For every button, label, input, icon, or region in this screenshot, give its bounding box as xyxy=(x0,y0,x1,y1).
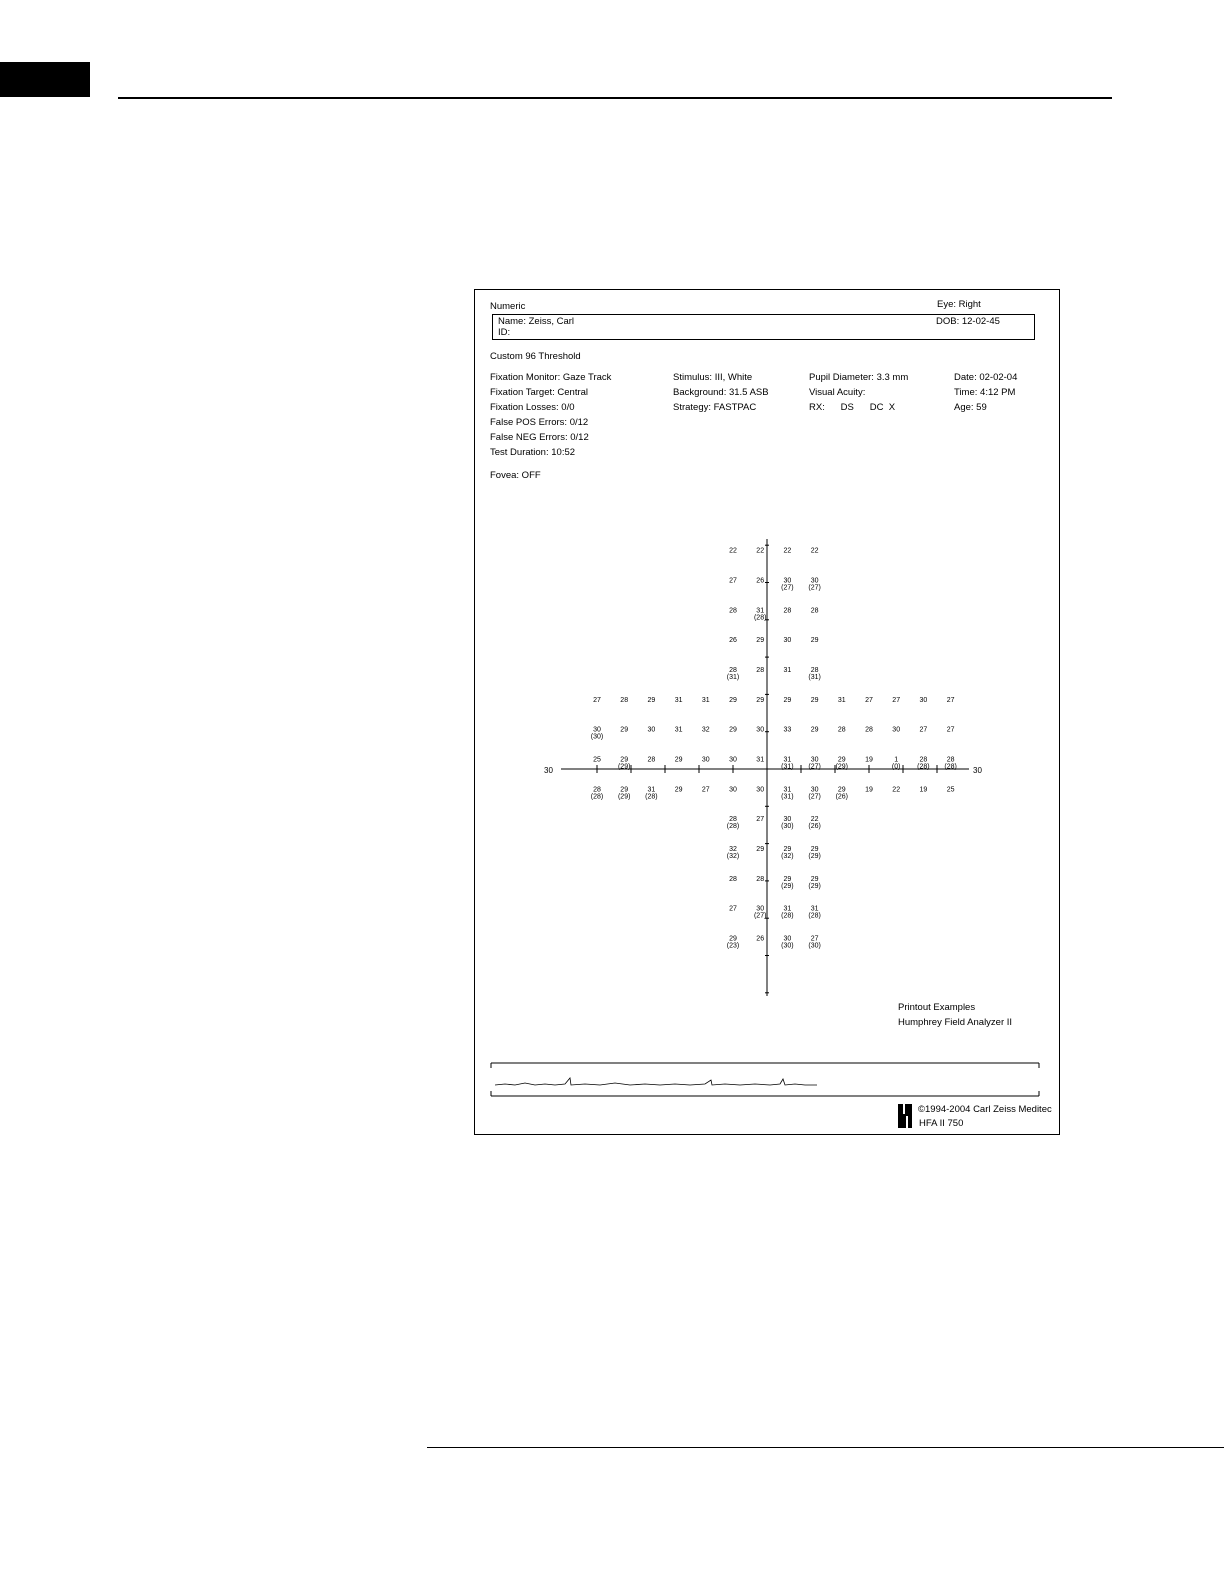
header-rule xyxy=(118,97,1112,99)
retest-value: (26) xyxy=(808,823,821,831)
threshold-value: 28 xyxy=(865,726,873,734)
threshold-value: 19 xyxy=(865,756,873,764)
retest-value: (30) xyxy=(590,733,604,741)
retest-value: (28) xyxy=(781,912,794,920)
retest-value: (28) xyxy=(944,763,957,771)
threshold-value: 28 xyxy=(810,607,819,615)
threshold-value: 28 xyxy=(783,607,792,615)
info-line: Visual Acuity: xyxy=(809,387,866,398)
threshold-value: 29 xyxy=(783,846,792,854)
threshold-value: 22 xyxy=(756,547,765,555)
info-line: Fixation Losses: 0/0 xyxy=(490,402,575,413)
threshold-value: 30 xyxy=(783,637,792,645)
threshold-values xyxy=(591,548,957,950)
threshold-value: 29 xyxy=(783,696,792,704)
threshold-value: 30 xyxy=(729,756,737,764)
retest-value: (28) xyxy=(590,793,604,801)
threshold-value: 29 xyxy=(810,696,819,704)
printout-title: Numeric xyxy=(490,301,526,312)
retest-value: (27) xyxy=(808,763,821,771)
threshold-value: 30 xyxy=(701,756,710,764)
info-line: Test Duration: 10:52 xyxy=(490,447,576,458)
info-line: Fixation Target: Central xyxy=(490,387,589,398)
threshold-value: 26 xyxy=(729,637,737,645)
retest-value: (28) xyxy=(917,763,930,771)
threshold-value: 26 xyxy=(756,577,765,585)
x-axis-left-label: 30 xyxy=(544,766,553,775)
retest-value: (31) xyxy=(726,674,740,682)
threshold-value: 30 xyxy=(756,905,765,913)
retest-value: (30) xyxy=(808,942,821,950)
threshold-value: 31 xyxy=(783,756,792,764)
threshold-value: 28 xyxy=(729,607,737,615)
retest-value: (29) xyxy=(835,763,849,771)
threshold-value: 31 xyxy=(783,786,792,794)
threshold-value: 29 xyxy=(729,935,737,943)
retest-value: (32) xyxy=(726,853,740,861)
threshold-value: 28 xyxy=(919,756,928,764)
threshold-value: 31 xyxy=(756,607,765,615)
threshold-value: 30 xyxy=(783,577,792,585)
threshold-value: 27 xyxy=(701,786,710,794)
threshold-value: 19 xyxy=(919,786,928,794)
threshold-value: 29 xyxy=(756,696,765,704)
info-line: Age: 59 xyxy=(954,402,987,413)
threshold-value: 29 xyxy=(810,846,819,854)
threshold-value: 29 xyxy=(620,756,629,764)
fovea-status: Fovea: OFF xyxy=(490,470,541,481)
threshold-value: 30 xyxy=(783,816,792,824)
threshold-value: 29 xyxy=(783,875,792,883)
threshold-value: 27 xyxy=(729,905,737,913)
threshold-value: 29 xyxy=(756,637,765,645)
retest-value: (29) xyxy=(808,882,821,890)
threshold-value: 32 xyxy=(701,726,710,734)
threshold-value: 27 xyxy=(892,696,901,704)
threshold-value: 28 xyxy=(729,667,737,675)
info-line: RX: DS DC X xyxy=(809,402,896,413)
retest-value: (28) xyxy=(645,793,658,801)
threshold-value: 29 xyxy=(674,786,683,794)
threshold-value: 29 xyxy=(647,696,656,704)
threshold-value: 27 xyxy=(946,696,955,704)
retest-value: (26) xyxy=(835,793,849,801)
threshold-value: 30 xyxy=(756,786,765,794)
threshold-value: 28 xyxy=(593,786,601,794)
info-line: Pupil Diameter: 3.3 mm xyxy=(809,372,909,383)
info-line: False POS Errors: 0/12 xyxy=(490,417,589,428)
footer-rule xyxy=(427,1447,1224,1448)
x-axis-right-label: 30 xyxy=(973,766,982,775)
threshold-value: 33 xyxy=(783,726,792,734)
copyright-text: ©1994-2004 Carl Zeiss Meditec xyxy=(918,1104,1052,1115)
threshold-value: 29 xyxy=(837,786,846,794)
zeiss-logo xyxy=(898,1104,912,1128)
threshold-value: 27 xyxy=(756,816,765,824)
threshold-value: 30 xyxy=(810,756,819,764)
threshold-value: 30 xyxy=(783,935,792,943)
threshold-value: 28 xyxy=(810,667,819,675)
threshold-value: 27 xyxy=(729,577,737,585)
info-line: Fixation Monitor: Gaze Track xyxy=(490,372,612,383)
threshold-value: 27 xyxy=(810,935,819,943)
threshold-value: 22 xyxy=(810,547,819,555)
threshold-value: 25 xyxy=(593,756,601,764)
threshold-value: 30 xyxy=(892,726,901,734)
threshold-value: 1 xyxy=(894,756,899,764)
gaze-track xyxy=(491,1063,1039,1096)
threshold-value: 30 xyxy=(729,786,737,794)
retest-value: (30) xyxy=(781,823,794,831)
threshold-value: 29 xyxy=(729,726,737,734)
retest-value: (0) xyxy=(891,763,901,771)
threshold-value: 29 xyxy=(729,696,737,704)
info-line: Stimulus: III, White xyxy=(673,372,753,383)
threshold-value: 31 xyxy=(647,786,656,794)
threshold-value: 28 xyxy=(946,756,955,764)
threshold-value: 31 xyxy=(810,905,819,913)
threshold-value: 31 xyxy=(674,726,683,734)
threshold-value: 31 xyxy=(783,667,792,675)
threshold-value: 31 xyxy=(674,696,683,704)
retest-value: (29) xyxy=(808,853,821,861)
threshold-value: 27 xyxy=(946,726,955,734)
threshold-value: 22 xyxy=(729,547,737,555)
chapter-tab xyxy=(0,62,90,97)
threshold-value: 22 xyxy=(892,786,901,794)
threshold-value: 29 xyxy=(756,846,765,854)
threshold-value: 28 xyxy=(837,726,846,734)
patient-id: ID: xyxy=(498,327,511,338)
threshold-value: 30 xyxy=(647,726,656,734)
threshold-value: 28 xyxy=(756,875,765,883)
threshold-value: 22 xyxy=(810,816,819,824)
threshold-value: 19 xyxy=(865,786,873,794)
retest-value: (30) xyxy=(781,942,794,950)
threshold-value: 28 xyxy=(756,667,765,675)
threshold-value: 28 xyxy=(647,756,656,764)
threshold-value: 29 xyxy=(810,726,819,734)
threshold-value: 31 xyxy=(756,756,765,764)
eye-label: Eye: Right xyxy=(937,299,981,310)
threshold-value: 27 xyxy=(593,696,601,704)
threshold-value: 22 xyxy=(783,547,792,555)
info-line: Strategy: FASTPAC xyxy=(673,402,757,413)
model-text: HFA II 750 xyxy=(919,1118,964,1129)
retest-value: (27) xyxy=(808,793,821,801)
threshold-value: 30 xyxy=(593,726,601,734)
printout-page xyxy=(474,289,1060,1135)
footer-product: Humphrey Field Analyzer II xyxy=(898,1017,1013,1028)
threshold-value: 25 xyxy=(946,786,955,794)
retest-value: (29) xyxy=(617,763,631,771)
threshold-value: 29 xyxy=(674,756,683,764)
threshold-value: 27 xyxy=(865,696,873,704)
info-line: Background: 31.5 ASB xyxy=(673,387,769,398)
retest-value: (27) xyxy=(808,584,821,592)
threshold-value: 29 xyxy=(810,875,819,883)
threshold-value: 27 xyxy=(919,726,928,734)
threshold-value: 29 xyxy=(837,756,846,764)
info-line: Date: 02-02-04 xyxy=(954,372,1018,383)
info-line: Time: 4:12 PM xyxy=(954,387,1016,398)
retest-value: (32) xyxy=(781,853,794,861)
threshold-value: 31 xyxy=(701,696,710,704)
retest-value: (27) xyxy=(753,912,767,920)
threshold-value: 30 xyxy=(810,786,819,794)
footer-examples: Printout Examples xyxy=(898,1002,976,1013)
patient-name: Name: Zeiss, Carl xyxy=(498,316,575,327)
retest-value: (27) xyxy=(781,584,794,592)
threshold-value: 29 xyxy=(620,786,629,794)
threshold-value: 32 xyxy=(729,846,737,854)
retest-value: (28) xyxy=(808,912,821,920)
threshold-value: 31 xyxy=(783,905,792,913)
retest-value: (31) xyxy=(781,793,794,801)
threshold-value: 31 xyxy=(837,696,846,704)
threshold-value: 30 xyxy=(919,696,928,704)
retest-value: (29) xyxy=(617,793,631,801)
retest-value: (31) xyxy=(808,674,821,682)
threshold-value: 29 xyxy=(620,726,629,734)
threshold-value: 30 xyxy=(756,726,765,734)
threshold-value: 30 xyxy=(810,577,819,585)
threshold-value: 28 xyxy=(620,696,629,704)
retest-value: (29) xyxy=(781,882,794,890)
threshold-value: 26 xyxy=(756,935,765,943)
retest-value: (23) xyxy=(726,942,740,950)
threshold-value: 28 xyxy=(729,816,737,824)
retest-value: (31) xyxy=(781,763,794,771)
retest-value: (28) xyxy=(753,614,767,622)
patient-dob: DOB: 12-02-45 xyxy=(936,316,1000,327)
info-line: False NEG Errors: 0/12 xyxy=(490,432,589,443)
test-name: Custom 96 Threshold xyxy=(490,351,581,362)
threshold-value: 28 xyxy=(729,875,737,883)
threshold-value: 29 xyxy=(810,637,819,645)
retest-value: (28) xyxy=(726,823,740,831)
